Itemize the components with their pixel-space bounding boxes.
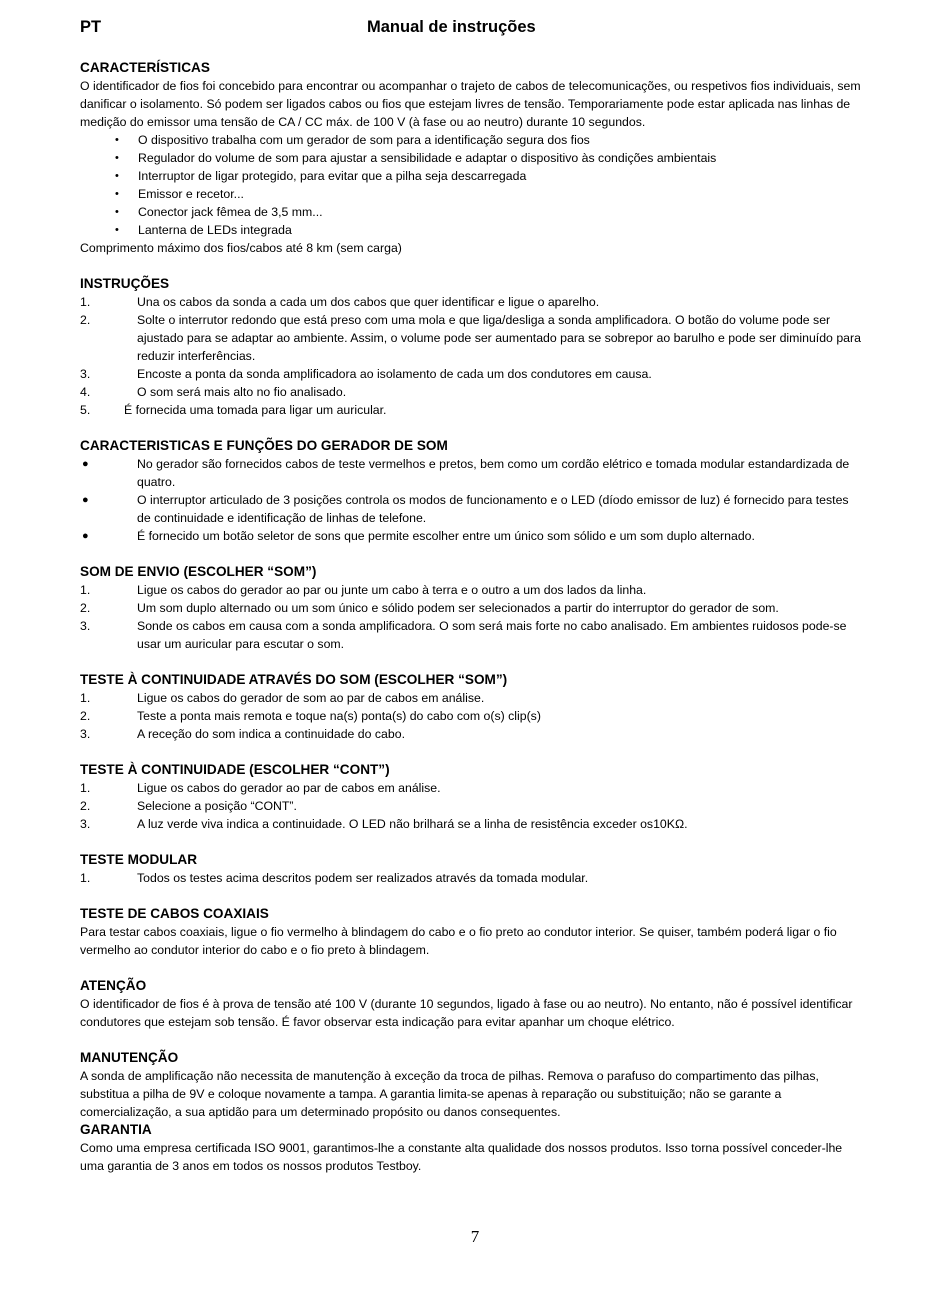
item-number: 3. — [80, 727, 91, 741]
item-number: 1. — [80, 691, 91, 705]
item-number: 2. — [80, 799, 91, 813]
list-item-text: Ligue os cabos do gerador de som ao par de cabos em análise. — [137, 691, 485, 705]
list-item-text: Ligue os cabos do gerador ao par de cabos em análise. — [137, 781, 441, 795]
section-text: Para testar cabos coaxiais, ligue o fio vermelho à blindagem do cabo e o fio preto ao condutor interior. Se quiser, também poderá ligar o fio vermelho ao condutor interior do cabo e o fio preto à blindagem. — [80, 925, 837, 957]
bullet-icon: • — [115, 224, 119, 236]
list-item — [80, 293, 862, 311]
section-heading: ATENÇÃO — [80, 978, 147, 993]
item-number: 2. — [80, 709, 91, 723]
list-item — [80, 401, 862, 419]
section-text: A sonda de amplificação não necessita de manutenção à exceção da troca de pilhas. Remova o parafuso do compartimento das pilhas, substitua a pilha de 9V e coloque novamente a tampa. A garantia limita-se apenas à reparação ou substituição; não se garante a comercialização, a sua aptidão para um determinado propósito ou danos consequentes. — [80, 1069, 819, 1119]
list-item — [80, 797, 862, 815]
list-item-text: Conector jack fêmea de 3,5 mm... — [138, 205, 323, 219]
section-heading: INSTRUÇÕES — [80, 276, 170, 291]
section-gerador-de-som — [80, 437, 862, 545]
section-heading: CARACTERISTICAS E FUNÇÕES DO GERADOR DE SOM — [80, 438, 448, 453]
item-number: 1. — [80, 583, 91, 597]
section-heading: TESTE À CONTINUIDADE (ESCOLHER “CONT”) — [80, 762, 390, 777]
item-number: 1. — [80, 781, 91, 795]
list-item-text: Um som duplo alternado ou um som único e sólido podem ser selecionados a partir do interruptor do gerador de som. — [137, 601, 779, 615]
list-item-text: Encoste a ponta da sonda amplificadora ao isolamento de cada um dos condutores em causa. — [137, 367, 652, 381]
section-instrucoes — [80, 275, 862, 419]
list-item-text: Solte o interrutor redondo que está preso com uma mola e que liga/desliga a sonda amplificadora. O botão do volume pode ser ajustado para se adaptar ao ambiente. Assim, o volume pode ser aumentado para se sobrepor ao barulho e pode ser diminuído para reduzir interferências. — [137, 313, 861, 363]
list-item-text: O dispositivo trabalha com um gerador de som para a identificação segura dos fios — [138, 133, 590, 147]
item-number: 2. — [80, 313, 91, 327]
list-item — [80, 527, 862, 545]
list-item-text: No gerador são fornecidos cabos de teste vermelhos e pretos, bem como um cordão elétrico e tomada modular estandardizada de quatro. — [137, 457, 850, 489]
section-atencao — [80, 977, 862, 1031]
list-item — [80, 617, 862, 653]
section-text: Como uma empresa certificada ISO 9001, garantimos-lhe a constante alta qualidade dos nossos produtos. Isso torna possível conceder-lhe uma garantia de 3 anos em todos os nossos produtos Testboy. — [80, 1141, 843, 1173]
list-item — [80, 599, 862, 617]
item-number: 1. — [80, 871, 91, 885]
list-item — [80, 203, 862, 221]
section-continuidade-cont — [80, 761, 862, 833]
list-item-text: O som será mais alto no fio analisado. — [137, 385, 347, 399]
section-outro: Comprimento máximo dos fios/cabos até 8 km (sem carga) — [80, 241, 402, 255]
item-number: 1. — [80, 295, 91, 309]
bullet-icon: • — [115, 152, 119, 164]
list-item-text: Una os cabos da sonda a cada um dos cabos que quer identificar e ligue o aparelho. — [137, 295, 600, 309]
list-item — [80, 131, 862, 149]
section-heading: TESTE MODULAR — [80, 852, 198, 867]
section-heading: SOM DE ENVIO (ESCOLHER “SOM”) — [80, 564, 317, 579]
page-number: 7 — [470, 1227, 480, 1246]
section-continuidade-som — [80, 671, 862, 743]
bullet-icon: • — [115, 188, 119, 200]
section-caracteristicas — [80, 59, 862, 257]
page-header — [80, 16, 862, 42]
section-garantia — [80, 1121, 862, 1175]
bullet-icon: ● — [82, 530, 89, 542]
list-item — [80, 815, 862, 833]
list-item-text: O interruptor articulado de 3 posições controla os modos de funcionamento e o LED (díodo emissor de luz) é fornecido para testes de continuidade e identificação de linhas de telefone. — [137, 493, 849, 525]
list-item — [80, 149, 862, 167]
list-item-text: Ligue os cabos do gerador ao par ou junte um cabo à terra e o outro a um dos lados da linha. — [137, 583, 647, 597]
list-item — [80, 221, 862, 239]
bullet-icon: ● — [82, 458, 89, 470]
list-item-text: Lanterna de LEDs integrada — [138, 223, 292, 237]
item-number: 3. — [80, 619, 91, 633]
bullet-icon: • — [115, 170, 119, 182]
list-item-text: Todos os testes acima descritos podem ser realizados através da tomada modular. — [137, 871, 589, 885]
list-item — [80, 725, 862, 743]
list-item — [80, 167, 862, 185]
list-item-text: Teste a ponta mais remota e toque na(s) ponta(s) do cabo com o(s) clip(s) — [137, 709, 541, 723]
list-item-text: Regulador do volume de som para ajustar a sensibilidade e adaptar o dispositivo às condições ambientais — [138, 151, 717, 165]
section-heading: MANUTENÇÃO — [80, 1050, 179, 1065]
list-item — [80, 869, 862, 887]
section-heading: GARANTIA — [80, 1122, 152, 1137]
list-item-text: Sonde os cabos em causa com a sonda amplificadora. O som será mais forte no cabo analisado. Em ambientes ruidosos pode-se usar um auricular para escutar o som. — [137, 619, 847, 651]
list-item-text: É fornecida uma tomada para ligar um auricular. — [124, 403, 387, 417]
list-item-text: Emissor e recetor... — [138, 187, 244, 201]
section-cabos-coaxiais — [80, 905, 862, 959]
manual-page — [80, 16, 862, 1175]
item-number: 3. — [80, 367, 91, 381]
section-heading: TESTE DE CABOS COAXIAIS — [80, 906, 269, 921]
section-som-de-envio — [80, 563, 862, 653]
list-item-text: É fornecido um botão seletor de sons que permite escolher entre um único som sólido e um som duplo alternado. — [137, 529, 755, 543]
list-item — [80, 707, 862, 725]
list-item-text: Selecione a posição “CONT”. — [137, 799, 297, 813]
bullet-icon: ● — [82, 494, 89, 506]
list-item — [80, 779, 862, 797]
section-intro: O identificador de fios foi concebido para encontrar ou acompanhar o trajeto de cabos de telecomunicações, ou respetivos fios individuais, sem danificar o isolamento. Só podem ser ligados cabos ou fios que estejam livres de tensão. Temporariamente pode estar aplicada nas linhas de medição do emissor uma tensão de CA / CC máx. de 100 V (à fase ou ao neutro) durante 10 segundos. — [80, 79, 861, 129]
list-item — [80, 185, 862, 203]
list-item — [80, 383, 862, 401]
list-item — [80, 365, 862, 383]
list-item — [80, 581, 862, 599]
item-number: 4. — [80, 385, 91, 399]
section-heading: CARACTERÍSTICAS — [80, 60, 210, 75]
list-item — [80, 311, 862, 365]
list-item — [80, 455, 862, 491]
bullet-icon: • — [115, 134, 119, 146]
section-heading: TESTE À CONTINUIDADE ATRAVÉS DO SOM (ESCOLHER “SOM”) — [80, 672, 508, 687]
section-teste-modular — [80, 851, 862, 887]
bullet-icon: • — [115, 206, 119, 218]
item-number: 3. — [80, 817, 91, 831]
list-item — [80, 689, 862, 707]
list-item-text: A receção do som indica a continuidade do cabo. — [137, 727, 405, 741]
language-code: PT — [80, 18, 102, 36]
list-item-text: A luz verde viva indica a continuidade. O LED não brilhará se a linha de resistência exceder os10KΩ. — [137, 817, 688, 831]
section-text: O identificador de fios é à prova de tensão até 100 V (durante 10 segundos, ligado à fase ou ao neutro). No entanto, não é possível identificar condutores que estejam sob tensão. É favor observar esta indicação para evitar apanhar um choque elétrico. — [80, 997, 853, 1029]
page-title: Manual de instruções — [367, 18, 536, 36]
section-manutencao — [80, 1049, 862, 1121]
item-number: 2. — [80, 601, 91, 615]
list-item — [80, 491, 862, 527]
list-item-text: Interruptor de ligar protegido, para evitar que a pilha seja descarregada — [138, 169, 527, 183]
item-number: 5. — [80, 403, 91, 417]
